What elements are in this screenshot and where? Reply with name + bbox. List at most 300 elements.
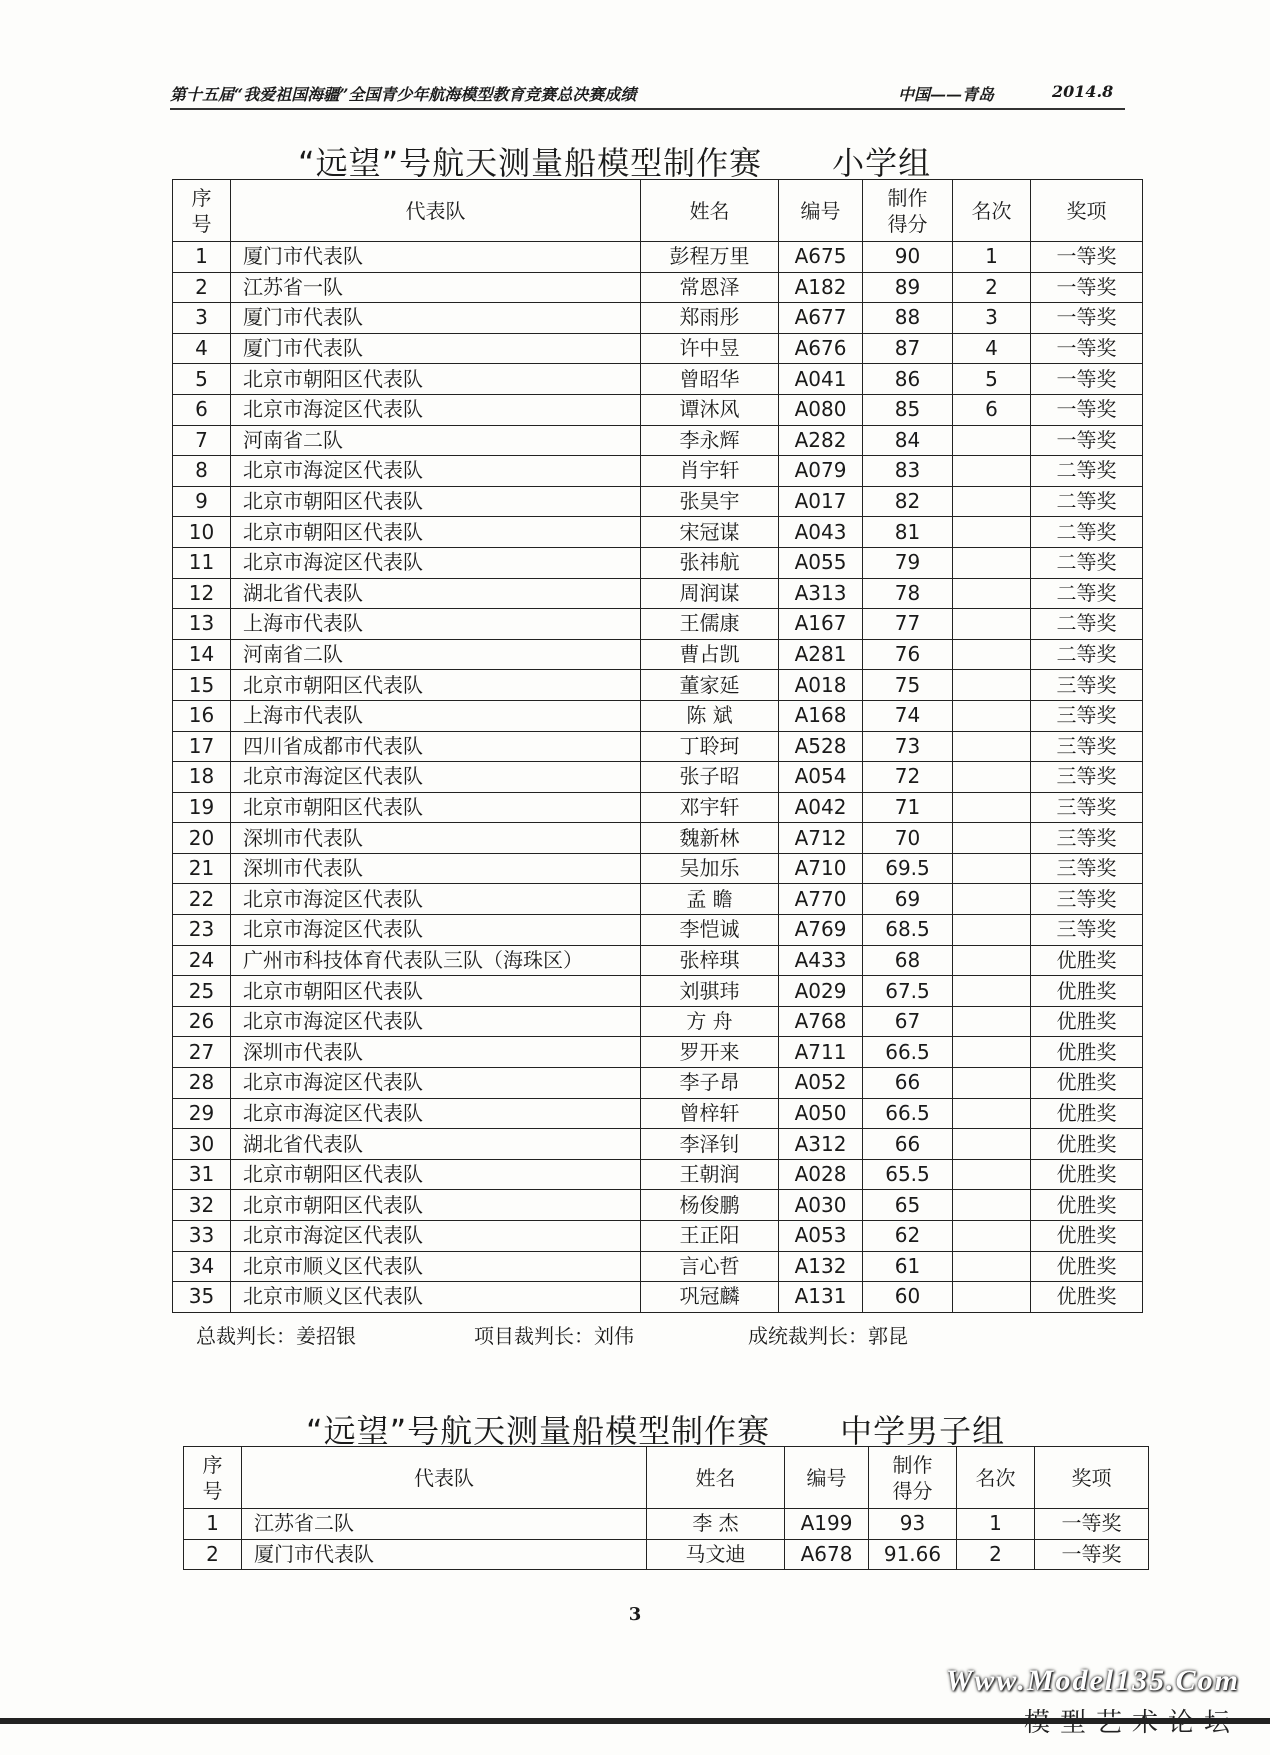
cell-seq: 32 bbox=[173, 1190, 231, 1221]
cell-team: 湖北省代表队 bbox=[231, 578, 641, 609]
cell-seq: 23 bbox=[173, 915, 231, 946]
cell-seq: 27 bbox=[173, 1037, 231, 1068]
cell-name: 刘骐玮 bbox=[641, 976, 779, 1007]
col-header-name: 姓名 bbox=[641, 180, 779, 242]
cell-seq: 3 bbox=[173, 303, 231, 334]
cell-award: 优胜奖 bbox=[1031, 1098, 1143, 1129]
table-row bbox=[173, 915, 1143, 946]
cell-team: 广州市科技体育代表队三队（海珠区） bbox=[231, 945, 641, 976]
cell-team: 北京市朝阳区代表队 bbox=[231, 670, 641, 701]
cell-team: 上海市代表队 bbox=[231, 609, 641, 640]
table-row bbox=[173, 242, 1143, 273]
cell-code: A079 bbox=[779, 456, 863, 487]
cell-award: 三等奖 bbox=[1031, 884, 1143, 915]
cell-name: 方 舟 bbox=[641, 1006, 779, 1037]
cell-code: A030 bbox=[779, 1190, 863, 1221]
cell-code: A677 bbox=[779, 303, 863, 334]
cell-code: A282 bbox=[779, 425, 863, 456]
cell-code: A678 bbox=[785, 1539, 869, 1570]
cell-name: 郑雨彤 bbox=[641, 303, 779, 334]
table-row bbox=[173, 486, 1143, 517]
table-row bbox=[173, 609, 1143, 640]
cell-team: 江苏省二队 bbox=[242, 1509, 647, 1540]
cell-name: 言心哲 bbox=[641, 1251, 779, 1282]
cell-rank: 3 bbox=[953, 303, 1031, 334]
cell-name: 王朝润 bbox=[641, 1159, 779, 1190]
cell-name: 董家延 bbox=[641, 670, 779, 701]
cell-seq: 4 bbox=[173, 333, 231, 364]
cell-code: A312 bbox=[779, 1129, 863, 1160]
cell-team: 厦门市代表队 bbox=[231, 242, 641, 273]
cell-name: 周润谋 bbox=[641, 578, 779, 609]
cell-code: A054 bbox=[779, 762, 863, 793]
cell-award: 三等奖 bbox=[1031, 731, 1143, 762]
cell-code: A017 bbox=[779, 486, 863, 517]
table-row bbox=[173, 1190, 1143, 1221]
cell-award: 二等奖 bbox=[1031, 456, 1143, 487]
cell-score: 90 bbox=[863, 242, 953, 273]
table-row bbox=[173, 670, 1143, 701]
cell-code: A770 bbox=[779, 884, 863, 915]
cell-name: 张梓琪 bbox=[641, 945, 779, 976]
cell-rank bbox=[953, 1006, 1031, 1037]
cell-score: 66.5 bbox=[863, 1037, 953, 1068]
cell-name: 张祎航 bbox=[641, 547, 779, 578]
cell-score: 65 bbox=[863, 1190, 953, 1221]
cell-award: 优胜奖 bbox=[1031, 1006, 1143, 1037]
cell-name: 李 杰 bbox=[647, 1509, 785, 1540]
cell-seq: 5 bbox=[173, 364, 231, 395]
col-header-code: 编号 bbox=[785, 1447, 869, 1509]
cell-seq: 22 bbox=[173, 884, 231, 915]
col-header-award: 奖项 bbox=[1031, 180, 1143, 242]
secondary-title: “远望”号航天测量船模型制作赛 bbox=[306, 1412, 771, 1450]
table-row bbox=[173, 884, 1143, 915]
cell-code: A528 bbox=[779, 731, 863, 762]
cell-code: A433 bbox=[779, 945, 863, 976]
cell-rank bbox=[953, 1251, 1031, 1282]
cell-rank bbox=[953, 639, 1031, 670]
cell-rank bbox=[953, 945, 1031, 976]
cell-seq: 9 bbox=[173, 486, 231, 517]
cell-award: 一等奖 bbox=[1035, 1509, 1149, 1540]
cell-name: 李泽钊 bbox=[641, 1129, 779, 1160]
cell-seq: 2 bbox=[173, 272, 231, 303]
cell-score: 89 bbox=[863, 272, 953, 303]
cell-team: 北京市海淀区代表队 bbox=[231, 884, 641, 915]
cell-team: 北京市朝阳区代表队 bbox=[231, 364, 641, 395]
cell-code: A711 bbox=[779, 1037, 863, 1068]
col-header-seq: 序号 bbox=[184, 1447, 242, 1509]
cell-seq: 13 bbox=[173, 609, 231, 640]
cell-score: 88 bbox=[863, 303, 953, 334]
col-header-seq: 序号 bbox=[173, 180, 231, 242]
cell-rank bbox=[953, 1098, 1031, 1129]
header-title: 第十五届“我爱祖国海疆”全国青少年航海模型教育竞赛总决赛成绩 bbox=[170, 85, 637, 104]
cell-team: 厦门市代表队 bbox=[231, 333, 641, 364]
watermark bbox=[946, 1664, 1240, 1739]
cell-rank bbox=[953, 731, 1031, 762]
cell-name: 许中昱 bbox=[641, 333, 779, 364]
cell-seq: 18 bbox=[173, 762, 231, 793]
cell-award: 三等奖 bbox=[1031, 853, 1143, 884]
page-number: 3 bbox=[628, 1604, 642, 1625]
cell-award: 一等奖 bbox=[1035, 1539, 1149, 1570]
cell-score: 75 bbox=[863, 670, 953, 701]
cell-name: 杨俊鹏 bbox=[641, 1190, 779, 1221]
secondary-group: 中学男子组 bbox=[840, 1412, 1006, 1450]
chief-judge: 总裁判长：姜招银 bbox=[196, 1324, 356, 1348]
cell-code: A029 bbox=[779, 976, 863, 1007]
table-row bbox=[173, 303, 1143, 334]
cell-seq: 15 bbox=[173, 670, 231, 701]
cell-seq: 2 bbox=[184, 1539, 242, 1570]
cell-code: A041 bbox=[779, 364, 863, 395]
cell-code: A281 bbox=[779, 639, 863, 670]
cell-rank bbox=[953, 425, 1031, 456]
cell-name: 李恺诚 bbox=[641, 915, 779, 946]
cell-team: 厦门市代表队 bbox=[231, 303, 641, 334]
cell-score: 83 bbox=[863, 456, 953, 487]
cell-code: A199 bbox=[785, 1509, 869, 1540]
cell-team: 北京市朝阳区代表队 bbox=[231, 1190, 641, 1221]
cell-seq: 14 bbox=[173, 639, 231, 670]
cell-name: 曹占凯 bbox=[641, 639, 779, 670]
watermark-site: Www.Model135.Com bbox=[945, 1664, 1240, 1697]
header-location: 中国——青岛 bbox=[898, 85, 995, 104]
cell-code: A313 bbox=[779, 578, 863, 609]
cell-rank: 4 bbox=[953, 333, 1031, 364]
cell-code: A712 bbox=[779, 823, 863, 854]
cell-score: 81 bbox=[863, 517, 953, 548]
cell-rank bbox=[953, 1221, 1031, 1252]
cell-score: 70 bbox=[863, 823, 953, 854]
col-header-team: 代表队 bbox=[231, 180, 641, 242]
cell-code: A018 bbox=[779, 670, 863, 701]
secondary-results-table bbox=[183, 1446, 1149, 1570]
cell-score: 79 bbox=[863, 547, 953, 578]
cell-team: 北京市海淀区代表队 bbox=[231, 1068, 641, 1099]
cell-rank bbox=[953, 884, 1031, 915]
cell-rank bbox=[953, 1037, 1031, 1068]
cell-code: A182 bbox=[779, 272, 863, 303]
cell-team: 江苏省一队 bbox=[231, 272, 641, 303]
cell-rank bbox=[953, 547, 1031, 578]
cell-code: A168 bbox=[779, 700, 863, 731]
cell-score: 91.66 bbox=[869, 1539, 957, 1570]
primary-section-title bbox=[298, 138, 931, 184]
cell-code: A042 bbox=[779, 792, 863, 823]
cell-score: 68 bbox=[863, 945, 953, 976]
cell-seq: 12 bbox=[173, 578, 231, 609]
table-row bbox=[173, 1068, 1143, 1099]
primary-results-table bbox=[172, 179, 1143, 1313]
table-row bbox=[173, 578, 1143, 609]
cell-seq: 11 bbox=[173, 547, 231, 578]
cell-score: 74 bbox=[863, 700, 953, 731]
cell-award: 一等奖 bbox=[1031, 333, 1143, 364]
table-row bbox=[173, 1221, 1143, 1252]
cell-rank: 1 bbox=[957, 1509, 1035, 1540]
cell-score: 69 bbox=[863, 884, 953, 915]
cell-team: 深圳市代表队 bbox=[231, 853, 641, 884]
cell-score: 65.5 bbox=[863, 1159, 953, 1190]
cell-seq: 21 bbox=[173, 853, 231, 884]
cell-award: 三等奖 bbox=[1031, 792, 1143, 823]
cell-team: 上海市代表队 bbox=[231, 700, 641, 731]
cell-award: 优胜奖 bbox=[1031, 1221, 1143, 1252]
cell-name: 王儒康 bbox=[641, 609, 779, 640]
table-row bbox=[173, 976, 1143, 1007]
cell-score: 71 bbox=[863, 792, 953, 823]
table-row bbox=[173, 456, 1143, 487]
cell-rank: 2 bbox=[953, 272, 1031, 303]
cell-rank: 5 bbox=[953, 364, 1031, 395]
cell-code: A050 bbox=[779, 1098, 863, 1129]
cell-score: 78 bbox=[863, 578, 953, 609]
cell-name: 王正阳 bbox=[641, 1221, 779, 1252]
cell-name: 宋冠谋 bbox=[641, 517, 779, 548]
cell-award: 优胜奖 bbox=[1031, 1037, 1143, 1068]
cell-rank bbox=[953, 609, 1031, 640]
table-row bbox=[173, 700, 1143, 731]
cell-team: 北京市海淀区代表队 bbox=[231, 1006, 641, 1037]
cell-award: 一等奖 bbox=[1031, 303, 1143, 334]
cell-team: 北京市顺义区代表队 bbox=[231, 1282, 641, 1313]
cell-rank: 2 bbox=[957, 1539, 1035, 1570]
footer-bar bbox=[0, 1718, 1270, 1724]
cell-award: 一等奖 bbox=[1031, 242, 1143, 273]
cell-seq: 33 bbox=[173, 1221, 231, 1252]
table-row bbox=[173, 1159, 1143, 1190]
cell-rank bbox=[953, 456, 1031, 487]
cell-award: 一等奖 bbox=[1031, 394, 1143, 425]
cell-score: 66 bbox=[863, 1129, 953, 1160]
cell-score: 87 bbox=[863, 333, 953, 364]
cell-rank bbox=[953, 1068, 1031, 1099]
cell-name: 丁聆珂 bbox=[641, 731, 779, 762]
cell-score: 93 bbox=[869, 1509, 957, 1540]
cell-rank: 1 bbox=[953, 242, 1031, 273]
cell-name: 陈 斌 bbox=[641, 700, 779, 731]
cell-rank bbox=[953, 823, 1031, 854]
cell-award: 优胜奖 bbox=[1031, 1190, 1143, 1221]
table-row bbox=[173, 792, 1143, 823]
cell-score: 84 bbox=[863, 425, 953, 456]
cell-name: 谭沐风 bbox=[641, 394, 779, 425]
primary-group: 小学组 bbox=[832, 144, 932, 182]
cell-award: 优胜奖 bbox=[1031, 945, 1143, 976]
cell-code: A080 bbox=[779, 394, 863, 425]
cell-rank bbox=[953, 792, 1031, 823]
col-header-score: 制作得分 bbox=[869, 1447, 957, 1509]
col-header-rank: 名次 bbox=[953, 180, 1031, 242]
cell-team: 湖北省代表队 bbox=[231, 1129, 641, 1160]
table-row bbox=[173, 1251, 1143, 1282]
cell-name: 肖宇轩 bbox=[641, 456, 779, 487]
table-row bbox=[173, 853, 1143, 884]
cell-rank bbox=[953, 517, 1031, 548]
cell-code: A710 bbox=[779, 853, 863, 884]
cell-code: A053 bbox=[779, 1221, 863, 1252]
cell-award: 三等奖 bbox=[1031, 915, 1143, 946]
cell-award: 二等奖 bbox=[1031, 517, 1143, 548]
cell-rank bbox=[953, 578, 1031, 609]
table-row bbox=[173, 945, 1143, 976]
cell-code: A052 bbox=[779, 1068, 863, 1099]
cell-team: 厦门市代表队 bbox=[242, 1539, 647, 1570]
cell-award: 优胜奖 bbox=[1031, 1159, 1143, 1190]
cell-score: 61 bbox=[863, 1251, 953, 1282]
cell-seq: 1 bbox=[184, 1509, 242, 1540]
cell-award: 优胜奖 bbox=[1031, 1282, 1143, 1313]
cell-seq: 34 bbox=[173, 1251, 231, 1282]
cell-seq: 17 bbox=[173, 731, 231, 762]
cell-seq: 10 bbox=[173, 517, 231, 548]
table-row bbox=[173, 823, 1143, 854]
cell-award: 二等奖 bbox=[1031, 578, 1143, 609]
cell-seq: 1 bbox=[173, 242, 231, 273]
cell-score: 69.5 bbox=[863, 853, 953, 884]
cell-team: 北京市海淀区代表队 bbox=[231, 1221, 641, 1252]
cell-rank bbox=[953, 1190, 1031, 1221]
table-row bbox=[173, 639, 1143, 670]
table-row bbox=[173, 517, 1143, 548]
cell-seq: 25 bbox=[173, 976, 231, 1007]
table-row bbox=[173, 1006, 1143, 1037]
table-row bbox=[173, 425, 1143, 456]
cell-rank: 6 bbox=[953, 394, 1031, 425]
cell-award: 二等奖 bbox=[1031, 486, 1143, 517]
cell-code: A028 bbox=[779, 1159, 863, 1190]
cell-award: 二等奖 bbox=[1031, 609, 1143, 640]
cell-score: 66 bbox=[863, 1068, 953, 1099]
cell-rank bbox=[953, 670, 1031, 701]
cell-award: 三等奖 bbox=[1031, 823, 1143, 854]
primary-table-body bbox=[173, 242, 1143, 1313]
cell-team: 四川省成都市代表队 bbox=[231, 731, 641, 762]
cell-team: 北京市海淀区代表队 bbox=[231, 547, 641, 578]
cell-score: 60 bbox=[863, 1282, 953, 1313]
secondary-table-body bbox=[184, 1509, 1149, 1570]
cell-seq: 35 bbox=[173, 1282, 231, 1313]
cell-name: 张昊宇 bbox=[641, 486, 779, 517]
table-row bbox=[173, 1129, 1143, 1160]
cell-team: 北京市朝阳区代表队 bbox=[231, 976, 641, 1007]
cell-score: 67.5 bbox=[863, 976, 953, 1007]
table-row bbox=[173, 1098, 1143, 1129]
cell-award: 一等奖 bbox=[1031, 425, 1143, 456]
cell-rank bbox=[953, 853, 1031, 884]
cell-award: 一等奖 bbox=[1031, 364, 1143, 395]
cell-code: A676 bbox=[779, 333, 863, 364]
cell-name: 曾梓轩 bbox=[641, 1098, 779, 1129]
cell-award: 优胜奖 bbox=[1031, 976, 1143, 1007]
cell-name: 吴加乐 bbox=[641, 853, 779, 884]
cell-team: 深圳市代表队 bbox=[231, 823, 641, 854]
cell-seq: 6 bbox=[173, 394, 231, 425]
cell-award: 优胜奖 bbox=[1031, 1129, 1143, 1160]
cell-seq: 20 bbox=[173, 823, 231, 854]
table-row bbox=[184, 1509, 1149, 1540]
cell-score: 86 bbox=[863, 364, 953, 395]
col-header-code: 编号 bbox=[779, 180, 863, 242]
project-judge: 项目裁判长：刘伟 bbox=[474, 1324, 634, 1348]
cell-seq: 7 bbox=[173, 425, 231, 456]
cell-seq: 24 bbox=[173, 945, 231, 976]
cell-name: 魏新林 bbox=[641, 823, 779, 854]
cell-team: 北京市朝阳区代表队 bbox=[231, 486, 641, 517]
cell-team: 北京市朝阳区代表队 bbox=[231, 792, 641, 823]
table-row bbox=[173, 731, 1143, 762]
cell-rank bbox=[953, 1129, 1031, 1160]
cell-seq: 31 bbox=[173, 1159, 231, 1190]
cell-score: 82 bbox=[863, 486, 953, 517]
cell-score: 77 bbox=[863, 609, 953, 640]
cell-team: 北京市朝阳区代表队 bbox=[231, 1159, 641, 1190]
cell-award: 优胜奖 bbox=[1031, 1068, 1143, 1099]
table-row bbox=[173, 762, 1143, 793]
cell-name: 张子昭 bbox=[641, 762, 779, 793]
cell-award: 二等奖 bbox=[1031, 547, 1143, 578]
cell-name: 罗开来 bbox=[641, 1037, 779, 1068]
cell-code: A043 bbox=[779, 517, 863, 548]
table-row bbox=[173, 272, 1143, 303]
cell-team: 北京市顺义区代表队 bbox=[231, 1251, 641, 1282]
cell-score: 67 bbox=[863, 1006, 953, 1037]
page-header bbox=[170, 78, 1125, 110]
cell-code: A768 bbox=[779, 1006, 863, 1037]
table-row bbox=[173, 394, 1143, 425]
table-row bbox=[173, 1282, 1143, 1313]
cell-name: 李子昂 bbox=[641, 1068, 779, 1099]
cell-code: A055 bbox=[779, 547, 863, 578]
cell-team: 深圳市代表队 bbox=[231, 1037, 641, 1068]
cell-score: 66.5 bbox=[863, 1098, 953, 1129]
table-row bbox=[173, 547, 1143, 578]
cell-code: A131 bbox=[779, 1282, 863, 1313]
cell-seq: 28 bbox=[173, 1068, 231, 1099]
col-header-score: 制作得分 bbox=[863, 180, 953, 242]
cell-team: 北京市海淀区代表队 bbox=[231, 394, 641, 425]
cell-name: 马文迪 bbox=[647, 1539, 785, 1570]
cell-seq: 29 bbox=[173, 1098, 231, 1129]
cell-seq: 8 bbox=[173, 456, 231, 487]
cell-code: A132 bbox=[779, 1251, 863, 1282]
primary-title: “远望”号航天测量船模型制作赛 bbox=[298, 144, 763, 182]
cell-team: 北京市海淀区代表队 bbox=[231, 1098, 641, 1129]
cell-name: 常恩泽 bbox=[641, 272, 779, 303]
cell-code: A769 bbox=[779, 915, 863, 946]
col-header-rank: 名次 bbox=[957, 1447, 1035, 1509]
cell-team: 北京市海淀区代表队 bbox=[231, 915, 641, 946]
cell-score: 85 bbox=[863, 394, 953, 425]
cell-name: 曾昭华 bbox=[641, 364, 779, 395]
cell-team: 河南省二队 bbox=[231, 425, 641, 456]
cell-award: 二等奖 bbox=[1031, 639, 1143, 670]
cell-name: 巩冠麟 bbox=[641, 1282, 779, 1313]
table-row bbox=[184, 1539, 1149, 1570]
cell-seq: 30 bbox=[173, 1129, 231, 1160]
cell-award: 三等奖 bbox=[1031, 700, 1143, 731]
cell-score: 76 bbox=[863, 639, 953, 670]
cell-name: 彭程万里 bbox=[641, 242, 779, 273]
cell-seq: 19 bbox=[173, 792, 231, 823]
cell-rank bbox=[953, 1282, 1031, 1313]
cell-seq: 26 bbox=[173, 1006, 231, 1037]
cell-award: 优胜奖 bbox=[1031, 1251, 1143, 1282]
cell-score: 72 bbox=[863, 762, 953, 793]
